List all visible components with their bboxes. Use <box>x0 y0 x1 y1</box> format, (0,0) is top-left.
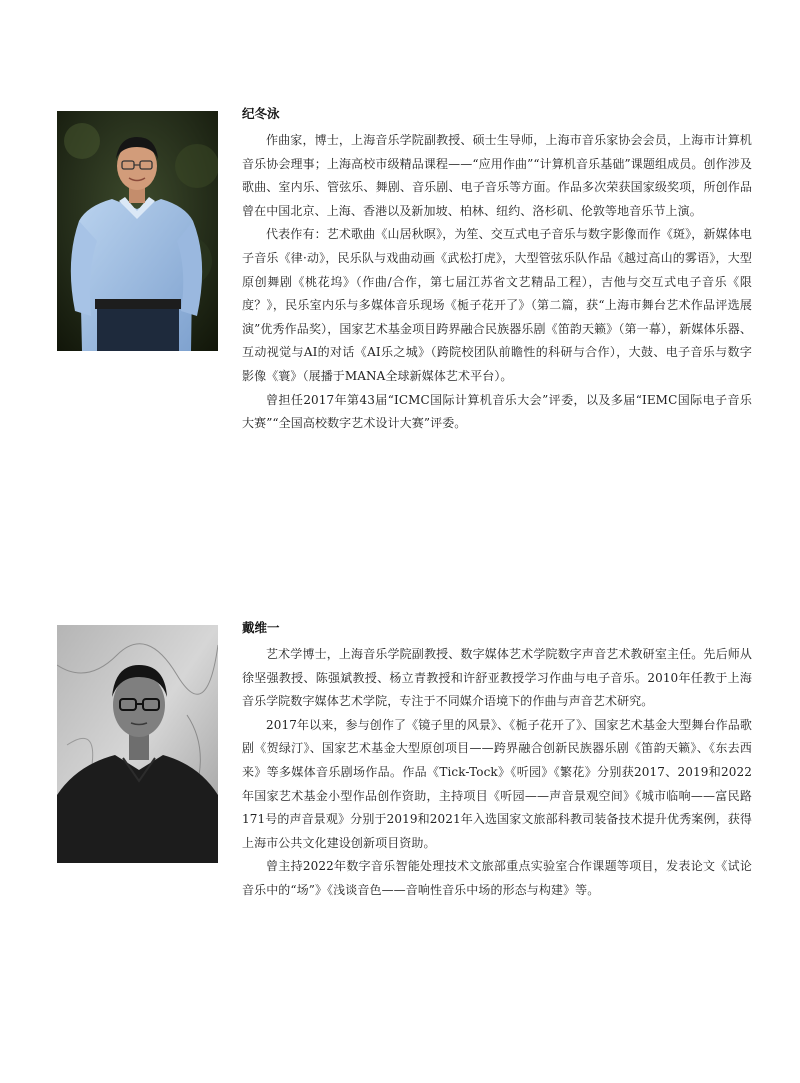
bio-paragraph: 代表作有：艺术歌曲《山居秋暝》，为笙、交互式电子音乐与数字影像而作《斑》，新媒体电子音乐《律·动》，民乐队与戏曲动画《武松打虎》，大型管弦乐队作品《越过高山的雾语》，大型原创舞剧《桃花坞》（作曲/合作，第七届江苏省文艺精品工程），吉他与交互式电子音乐《限度？》，民乐室内乐与多媒体音乐现场《栀子花开了》（第二篇，获“上海市舞台艺术作品评选展演”优秀作品奖），国家艺术基金项目跨界融合民族器乐剧《笛韵天籁》（第一幕），新媒体乐器、互动视觉与AI的对话《AI乐之城》（跨院校团队前瞻性的科研与合作），大鼓、电子音乐与数字影像《寰》（展播于MANA全球新媒体艺术平台）。 <box>242 227 752 383</box>
portrait-photo <box>57 625 218 863</box>
bio-paragraph: 曾主持2022年数字音乐智能处理技术文旅部重点实验室合作课题等项目，发表论文《试论音乐中的“场”》《浅谈音色——音响性音乐中场的形态与构建》等。 <box>242 859 752 897</box>
bio-paragraph: 曾担任2017年第43届“ICMC国际计算机音乐大会”评委，以及多届“IEMC国际电子音乐大赛”“全国高校数字艺术设计大赛”评委。 <box>242 392 752 431</box>
person-name: 纪冬泳 <box>242 106 280 121</box>
bio-text <box>242 620 752 903</box>
bio-paragraph: 艺术学博士，上海音乐学院副教授、数字媒体艺术学院数字声音艺术教研室主任。先后师从徐坚强教授、陈强斌教授、杨立青教授和许舒亚教授学习作曲与电子音乐。2010年任教于上海音乐学院数字媒体艺术学院，专注于不同媒介语境下的作曲与声音艺术研究。 <box>242 647 752 709</box>
bio-paragraph: 作曲家，博士，上海音乐学院副教授、硕士生导师，上海市音乐家协会会员，上海市计算机音乐协会理事；上海高校市级精品课程——“应用作曲”“计算机音乐基础”课题组成员。创作涉及歌曲、室内乐、管弦乐、舞剧、音乐剧、电子音乐等方面。作品多次荣获国家级奖项，所创作品曾在中国北京、上海、香港以及新加坡、柏林、纽约、洛杉矶、伦敦等地音乐节上演。 <box>242 133 752 218</box>
bio-text <box>242 106 752 436</box>
person-name: 戴维一 <box>242 620 280 635</box>
bio-paragraph: 2017年以来，参与创作了《镜子里的风景》、《栀子花开了》、国家艺术基金大型舞台作品歌剧《贺绿汀》、国家艺术基金大型原创项目——跨界融合创新民族器乐剧《笛韵天籁》、《东去西来》等多媒体音乐剧场作品。作品《Tick-Tock》《听园》《繁花》分别获2017、2019和2022年国家艺术基金小型作品创作资助，主持项目《听园——声音景观空间》《城市临响——富民路171号的声音景观》分别于2019和2021年入选国家文旅部科教司装备技术提升优秀案例，获得上海市公共文化建设创新项目资助。 <box>242 717 752 850</box>
portrait-photo <box>57 111 218 351</box>
